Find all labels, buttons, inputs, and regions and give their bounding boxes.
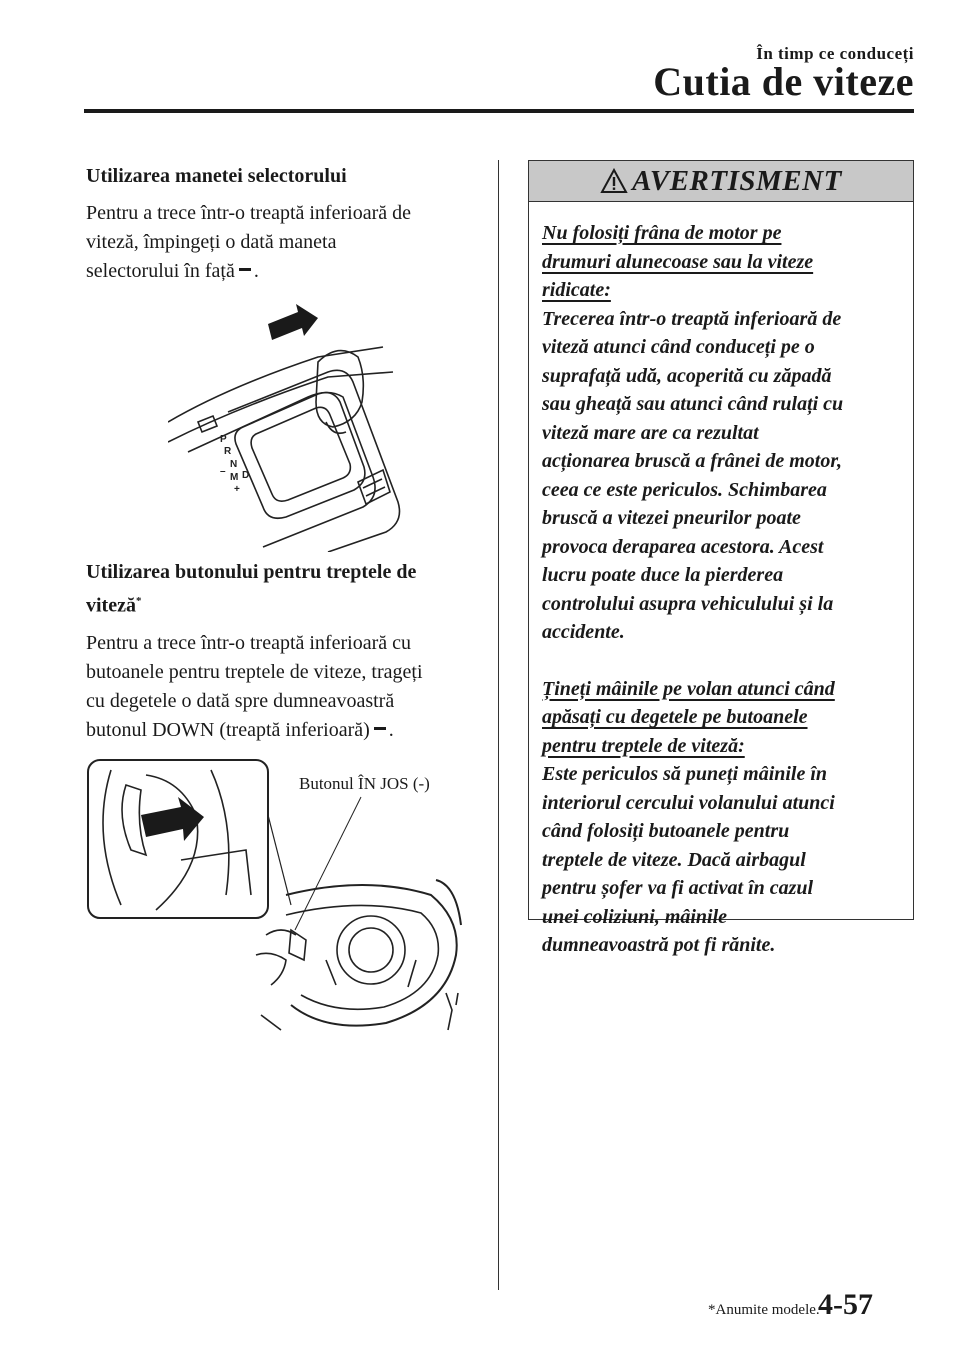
gate-label-r: R: [224, 446, 232, 457]
warning-box: [528, 160, 914, 956]
warning-heading-line: Țineți mâinile pe volan atunci când: [542, 677, 835, 700]
minus-symbol: [239, 268, 251, 271]
gate-label-n: N: [230, 459, 238, 470]
warning-text-line: bruscă a vitezei pneurilor poate: [542, 507, 801, 529]
page-number: 4-57: [818, 1288, 873, 1321]
warning-text-line: provoca deraparea acestora. Acest: [542, 535, 824, 558]
warning-text-line: dumneavoastră pot fi rănite.: [542, 934, 776, 956]
detail-inset: [88, 760, 268, 918]
warning-text-line: lucru poate duce la pierderea: [542, 564, 784, 586]
gate-label-plus: +: [234, 484, 240, 495]
paragraph-line: [86, 716, 471, 745]
warning-heading-line: ridicate:: [542, 279, 611, 301]
warning-text-line: viteză mare are ca rezultat: [542, 421, 759, 444]
chapter-subtitle: În timp ce conduceți: [756, 44, 914, 63]
warning-text-line: pentru șofer va fi activat în cazul: [542, 877, 814, 899]
paragraph-line: butoanele pentru treptele de viteze, trageți: [86, 660, 423, 683]
steering-wheel-paddle-illustration: [86, 755, 476, 1035]
warning-text-line: accidente.: [542, 621, 625, 643]
push-forward-arrow-icon: [268, 304, 318, 340]
paragraph-line: Pentru a trece într-o treaptă inferioară de: [86, 202, 411, 224]
paragraph-gap: [542, 647, 901, 675]
section-heading: [86, 558, 471, 621]
section-heading: Utilizarea manetei selectorului: [86, 165, 347, 187]
warning-header: [529, 161, 913, 202]
selector-lever-illustration: [168, 302, 408, 552]
paragraph-line: cu degetele o dată spre dumneavoastră: [86, 689, 395, 712]
warning-text-line: când folosiți butoanele pentru: [542, 820, 790, 842]
paragraph-line: viteză, împingeți o dată maneta: [86, 231, 337, 253]
gate-label-m: M: [230, 472, 239, 483]
warning-heading-line: apăsați cu degetele pe butoanele: [542, 706, 808, 728]
paragraph-line: Pentru a trece într-o treaptă inferioară cu: [86, 631, 411, 654]
warning-title: AVERTISMENT: [632, 164, 842, 197]
heading-line: Utilizarea butonului pentru treptele de: [86, 561, 417, 583]
pull-paddle-arrow-icon: [141, 797, 204, 841]
warning-content: [529, 202, 913, 960]
minus-symbol: [374, 727, 386, 730]
warning-text-line: controlului asupra vehiculului și la: [542, 592, 834, 615]
header-rule: [84, 109, 914, 113]
sentence-end: .: [253, 260, 259, 282]
warning-text-line: treptele de viteze. Dacă airbagul: [542, 848, 806, 871]
footnote-marker: *: [135, 595, 142, 607]
paragraph-line-text: butonul DOWN (treaptă inferioară): [86, 718, 370, 741]
page-title: Cutia de viteze: [653, 59, 914, 104]
callout-line: [295, 797, 361, 930]
gate-label-minus: –: [220, 466, 226, 477]
warning-triangle-icon: [600, 168, 628, 194]
section-shift-paddle: [86, 558, 471, 745]
gate-label-d: D: [242, 470, 250, 481]
section-paragraph: [86, 629, 471, 745]
warning-text-line: ceea ce este periculos. Schimbarea: [542, 478, 827, 501]
warning-heading-line: Nu folosiți frâna de motor pe: [542, 222, 782, 244]
heading-line: [86, 587, 471, 621]
warning-text-line: Este periculos să puneți mâinile în: [542, 763, 828, 785]
warning-text-line: suprafață udă, acoperită cu zăpadă: [542, 364, 832, 387]
warning-text-line: Trecerea într-o treaptă inferioară de: [542, 307, 842, 330]
warning-text-line: unei coliziuni, mâinile: [542, 905, 728, 928]
column-divider: [498, 160, 499, 1290]
warning-heading-line: drumuri alunecoase sau la viteze: [542, 250, 814, 273]
warning-text-line: acționarea bruscă a frânei de motor,: [542, 450, 843, 472]
paragraph-line: [86, 257, 471, 286]
section-selector-lever: [86, 162, 471, 286]
warning-heading-line: pentru treptele de viteză:: [542, 734, 745, 757]
warning-text-line: viteză atunci când conduceți pe o: [542, 336, 815, 358]
heading-line-text: viteză: [86, 594, 136, 617]
section-paragraph: [86, 199, 471, 286]
paragraph-line-text: selectorului în față: [86, 260, 235, 282]
sentence-end: .: [388, 718, 394, 741]
warning-text-line: sau gheață sau atunci când rulați cu: [542, 393, 844, 415]
gate-label-p: P: [220, 434, 227, 445]
footnote: *Anumite modele.: [708, 1302, 820, 1318]
warning-text-line: interiorul cercului volanului atunci: [542, 791, 835, 814]
callout-label: Butonul ÎN JOS (-): [299, 774, 430, 793]
